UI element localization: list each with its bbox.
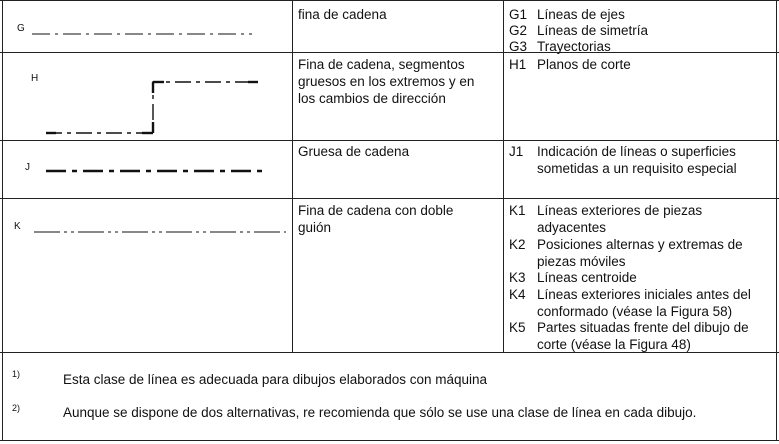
line-description-j: Gruesa de cadena — [298, 144, 410, 159]
application-g3: G3 Trayectorias — [509, 39, 611, 54]
column-divider — [2, 0, 3, 441]
line-sample-h — [46, 78, 266, 138]
row-divider — [0, 140, 779, 141]
application-k1: K1 Líneas exteriores de piezas adyacentes — [509, 203, 703, 235]
line-description-k: Fina de cadena con doble guión — [298, 203, 454, 235]
application-k3: K3 Líneas centroide — [509, 270, 637, 285]
column-divider — [292, 0, 293, 353]
row-divider — [0, 0, 779, 1]
line-sample-g — [32, 29, 262, 39]
line-sample-j — [46, 166, 276, 176]
row-divider — [0, 198, 779, 199]
line-code-g: G — [17, 23, 25, 34]
application-j1: J1 Indicación de líneas o superficies sometidas a un requisito especial — [509, 144, 737, 176]
application-k5: K5 Partes situadas frente del dibujo de corte (véase la Figura 48) — [509, 320, 749, 352]
application-k2: K2 Posiciones alternas y extremas de piezas móviles — [509, 237, 743, 269]
column-divider — [503, 0, 504, 353]
line-code-h: H — [31, 73, 39, 84]
line-description-h: Fina de cadena, segmentos gruesos en los extremos y en los cambios de dirección — [298, 57, 475, 106]
footnote-number-2: 2) — [12, 403, 21, 413]
line-code-k: K — [14, 221, 21, 232]
footnote-text-2: Aunque se dispone de dos alternativas, re recomienda que sólo se use una clase de línea en cada dibujo. — [63, 405, 697, 420]
footnote-text-1: Esta clase de línea es adecuada para dibujos elaborados con máquina — [63, 372, 488, 387]
column-divider — [776, 0, 777, 441]
line-code-j: J — [25, 162, 30, 173]
footnote-number-1: 1) — [12, 369, 21, 379]
application-g1: G1 Líneas de ejes — [509, 7, 625, 22]
row-divider — [0, 440, 779, 441]
application-k4: K4 Líneas exteriores iniciales antes del conformado (véase la Figura 58) — [509, 287, 751, 319]
line-description-g: fina de cadena — [298, 7, 387, 22]
line-sample-k — [34, 227, 294, 237]
application-g2: G2 Líneas de simetría — [509, 23, 649, 38]
row-divider — [0, 52, 779, 53]
application-h1: H1 Planos de corte — [509, 57, 631, 72]
